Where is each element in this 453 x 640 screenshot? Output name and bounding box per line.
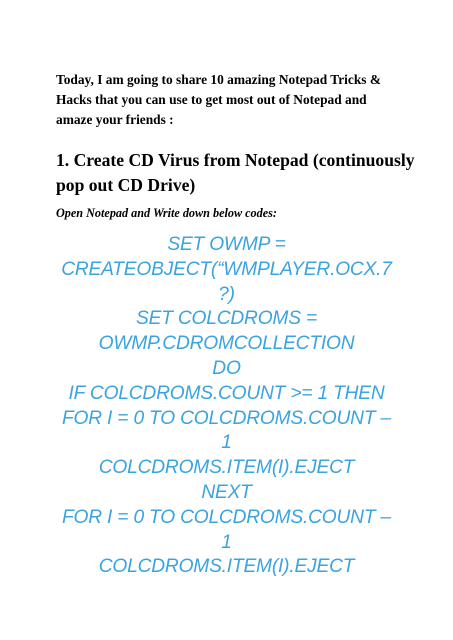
code-line: NEXT [201, 481, 252, 503]
code-line: FOR I = 0 TO COLCDROMS.COUNT – [62, 506, 391, 528]
intro-line-1: Today, I am going to share 10 amazing Notepad Tricks & [56, 72, 382, 87]
code-line: OWMP.CDROMCOLLECTION [98, 333, 355, 355]
code-block [40, 233, 413, 580]
code-line: ?) [218, 283, 235, 305]
code-line: FOR I = 0 TO COLCDROMS.COUNT – [62, 407, 391, 429]
code-line: SET COLCDROMS = [136, 308, 317, 330]
instruction-text: Open Notepad and Write down below codes: [56, 206, 277, 220]
code-line: COLCDROMS.ITEM(I).EJECT [98, 556, 355, 578]
code-line: IF COLCDROMS.COUNT >= 1 THEN [68, 382, 385, 404]
code-line: DO [212, 357, 241, 379]
section-heading-line-1: 1. Create CD Virus from Notepad (continuously [56, 150, 415, 170]
intro-paragraph [56, 70, 401, 130]
intro-line-3: amaze your friends : [56, 112, 174, 127]
code-line: 1 [221, 432, 232, 454]
code-line: CREATEOBJECT(“WMPLAYER.OCX.7 [61, 258, 392, 280]
code-line: COLCDROMS.ITEM(I).EJECT [98, 457, 355, 479]
intro-line-2: Hacks that you can use to get most out of Notepad and [56, 92, 367, 107]
code-line: 1 [221, 531, 232, 553]
code-line: SET OWMP = [167, 234, 286, 255]
section-heading [56, 148, 416, 198]
section-heading-line-2: pop out CD Drive) [56, 175, 196, 195]
